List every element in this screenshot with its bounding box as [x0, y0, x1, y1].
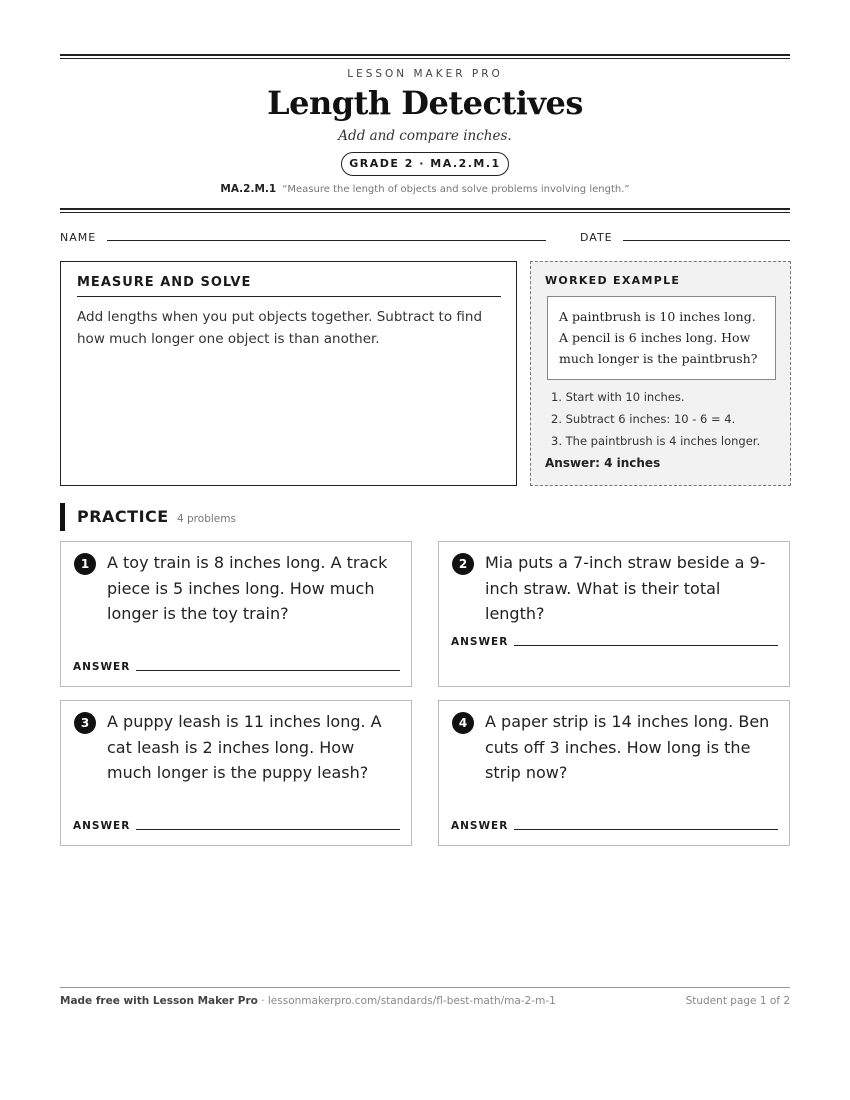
answer-label: ANSWER: [451, 820, 509, 832]
problem-card-2: [438, 541, 790, 687]
brand-name: LESSON MAKER PRO: [347, 68, 503, 80]
instructions-box: [60, 261, 517, 486]
answer-field[interactable]: [514, 645, 778, 646]
page-subtitle: Add and compare inches.: [338, 128, 512, 144]
answer-field[interactable]: [136, 829, 400, 830]
top-double-rule: [60, 54, 790, 59]
standard-line: [60, 183, 790, 195]
answer-field[interactable]: [136, 670, 400, 671]
worked-example-step: 3. The paintbrush is 4 inches longer.: [551, 434, 761, 448]
worked-example-steps: [551, 386, 760, 452]
worked-example-box: [530, 261, 791, 486]
page-title: Length Detectives: [267, 84, 583, 122]
name-field[interactable]: [107, 240, 546, 241]
problem-card-4: [438, 700, 790, 846]
answer-label: ANSWER: [73, 820, 131, 832]
worksheet-page: [60, 0, 790, 1100]
grade-badge: GRADE 2 · MA.2.M.1: [341, 152, 509, 176]
name-label: NAME: [60, 231, 97, 244]
instructions-heading: MEASURE AND SOLVE: [77, 275, 501, 297]
answer-label: ANSWER: [73, 661, 131, 673]
footer-page-number: Student page 1 of 2: [685, 995, 790, 1007]
standard-code: MA.2.M.1: [220, 183, 277, 195]
footer-made-with: Made free with Lesson Maker Pro: [60, 995, 258, 1007]
header-bottom-double-rule: [60, 208, 790, 213]
problem-number-badge: 4: [452, 712, 474, 734]
problem-card-1: [60, 541, 412, 687]
standard-text: “Measure the length of objects and solve problems involving length.”: [282, 184, 630, 195]
footer-url[interactable]: · lessonmakerpro.com/standards/fl-best-math/ma-2-m-1: [261, 995, 556, 1007]
problem-number-badge: 2: [452, 553, 474, 575]
practice-title: PRACTICE: [77, 507, 169, 526]
problem-number-badge: 1: [74, 553, 96, 575]
problem-text: A paper strip is 14 inches long. Ben cuts off 3 inches. How long is the strip now?: [485, 712, 770, 782]
practice-count: 4 problems: [177, 513, 236, 525]
practice-accent-bar: [60, 503, 65, 531]
footer-rule: [60, 987, 790, 988]
problem-text: A toy train is 8 inches long. A track piece is 5 inches long. How much longer is the toy train?: [107, 553, 388, 623]
problem-text: Mia puts a 7-inch straw beside a 9-inch straw. What is their total length?: [485, 553, 766, 623]
worked-example-step: 2. Subtract 6 inches: 10 - 6 = 4.: [551, 412, 736, 426]
footer-credit: [60, 995, 556, 1007]
problem-text: A puppy leash is 11 inches long. A cat leash is 2 inches long. How much longer is the puppy leash?: [107, 712, 382, 782]
date-field[interactable]: [623, 240, 790, 241]
problem-card-3: [60, 700, 412, 846]
worked-example-problem: A paintbrush is 10 inches long. A pencil is 6 inches long. How much longer is the paintbrush?: [547, 296, 776, 380]
problem-number-badge: 3: [74, 712, 96, 734]
instructions-body: Add lengths when you put objects together. Subtract to find how much longer one object is than another.: [77, 309, 483, 347]
answer-label: ANSWER: [451, 636, 509, 648]
worked-example-heading: WORKED EXAMPLE: [545, 274, 681, 287]
worked-example-step: 1. Start with 10 inches.: [551, 390, 685, 404]
answer-field[interactable]: [514, 829, 778, 830]
date-label: DATE: [580, 231, 613, 244]
worked-example-answer: Answer: 4 inches: [545, 456, 661, 470]
